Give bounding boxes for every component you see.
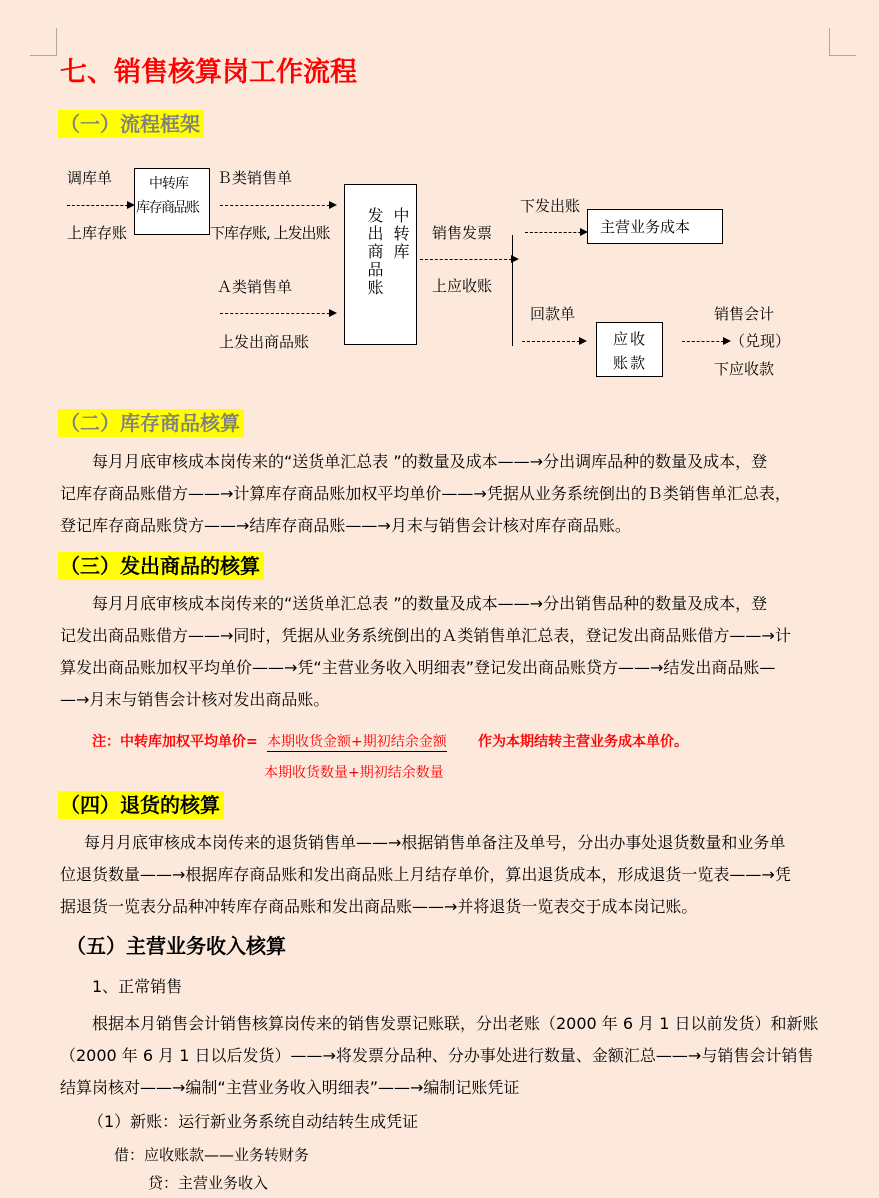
note-label: 注：中转库加权平均单价=: [92, 734, 258, 750]
paragraph-line: 每月月底审核成本岗传来的“送货单汇总表 ”的数量及成本——→分出调库品种的数量及成本，登: [92, 452, 768, 471]
label-cash: （兑现）: [730, 332, 791, 350]
paragraph-line: 根据本月销售会计销售核算岗传来的销售发票记账联，分出老账（2000 年 6 月 1 日以前发货）和新账: [92, 1014, 819, 1033]
label-up-out-goods: 上发出商品账: [219, 333, 310, 351]
label-b-sales: Ｂ类销售单: [217, 169, 293, 187]
note-numerator: 本期收货金额+期初结余金额: [267, 731, 447, 752]
arrow: [525, 232, 586, 233]
label-transfer-order: 调库单: [67, 169, 113, 187]
paragraph-line: 位退货数量——→根据库存商品账和发出商品账上月结存单价，算出退货成本，形成退货一览表——→凭: [60, 865, 791, 884]
box-label: 中转库: [391, 207, 410, 261]
page-corner-mark-left: [30, 55, 57, 56]
paragraph-line: 记库存商品账借方——→计算库存商品账加权平均单价——→凭据从业务系统倒出的Ｂ类销售单汇总表，: [60, 484, 791, 503]
label-down-out: 下发出账: [520, 197, 581, 215]
arrow: [522, 341, 585, 342]
section-heading-outgoing-goods: （三）发出商品的核算: [58, 552, 264, 580]
arrow: [220, 205, 335, 206]
paragraph-line: 结算岗核对——→编制“主营业务收入明细表”——→编制记账凭证: [60, 1078, 520, 1097]
note-suffix: 作为本期结转主营业务成本单价。: [478, 734, 688, 750]
journal-debit: 借：应收账款——业务转财务: [114, 1146, 310, 1164]
box-label: 库存商品账: [136, 200, 199, 216]
page-corner-mark-right: [829, 55, 856, 56]
paragraph-line: 据退货一览表分品种冲转库存商品账和发出商品账——→并将退货一览表交于成本岗记账。: [60, 897, 698, 916]
page-corner-mark-left: [56, 28, 57, 56]
page-corner-mark-right: [829, 28, 830, 56]
branch-line: [512, 235, 513, 346]
section-heading-framework: （一）流程框架: [58, 110, 204, 138]
label-a-sales: Ａ类销售单: [217, 278, 293, 296]
box-main-business-cost: [587, 209, 723, 244]
note-denominator: 本期收货数量+期初结余数量: [264, 765, 444, 781]
paragraph-line: 登记库存商品账贷方——→结库存商品账——→月末与销售会计核对库存商品账。: [60, 516, 631, 535]
paragraph-line: （2000 年 6 月 1 日以后发货）——→将发票分品种、分办事处进行数量、金额汇总——→与销售会计销售: [60, 1046, 814, 1065]
paragraph-line: 每月月底审核成本岗传来的退货销售单——→根据销售单备注及单号，分出办事处退货数量和业务单: [84, 833, 786, 852]
item-new-accounts: （1）新账：运行新业务系统自动结转生成凭证: [88, 1112, 419, 1131]
label-down-receivable: 下应收款: [714, 360, 775, 378]
paragraph-line: 算发出商品账加权平均单价——→凭“主营业务收入明细表”登记发出商品账贷方——→结发出商品账—: [60, 658, 776, 677]
box-label: 应收账款: [613, 330, 648, 372]
paragraph-line: 记发出商品账借方——→同时，凭据从业务系统倒出的Ａ类销售单汇总表，登记发出商品账借方——→计: [60, 626, 791, 645]
arrow: [682, 341, 729, 342]
label-sales-accounting: 销售会计: [714, 305, 775, 323]
subheading-normal-sales: 1、正常销售: [92, 977, 183, 996]
box-transit-inventory-ledger: [134, 168, 210, 235]
section-heading-returns: （四）退货的核算: [58, 791, 224, 819]
arrow: [67, 205, 133, 206]
label-sales-invoice: 销售发票: [432, 224, 493, 242]
label-payment-slip: 回款单: [530, 305, 576, 323]
section-heading-inventory: （二）库存商品核算: [58, 409, 244, 437]
paragraph-line: 每月月底审核成本岗传来的“送货单汇总表 ”的数量及成本——→分出销售品种的数量及成本，登: [92, 594, 768, 613]
section-heading-main-revenue: （五）主营业务收入核算: [66, 934, 286, 958]
box-accounts-receivable: [596, 322, 663, 377]
box-label: 主营业务成本: [600, 218, 691, 236]
label-on-inventory: 上库存账: [67, 224, 128, 242]
label-up-receivable: 上应收账: [432, 277, 493, 295]
arrow: [220, 313, 335, 314]
box-transit-outgoing-goods: [344, 184, 417, 345]
box-label: 发出商品账: [365, 207, 384, 297]
box-label: 中转库: [149, 176, 188, 192]
page-title: 七、销售核算岗工作流程: [60, 57, 357, 88]
paragraph-line: —→月末与销售会计核对发出商品账。: [60, 690, 330, 709]
journal-credit: 贷：主营业务收入: [148, 1174, 269, 1192]
arrow: [420, 259, 517, 260]
label-down-inv-up-out: 下库存账, 上发出账: [210, 224, 330, 242]
